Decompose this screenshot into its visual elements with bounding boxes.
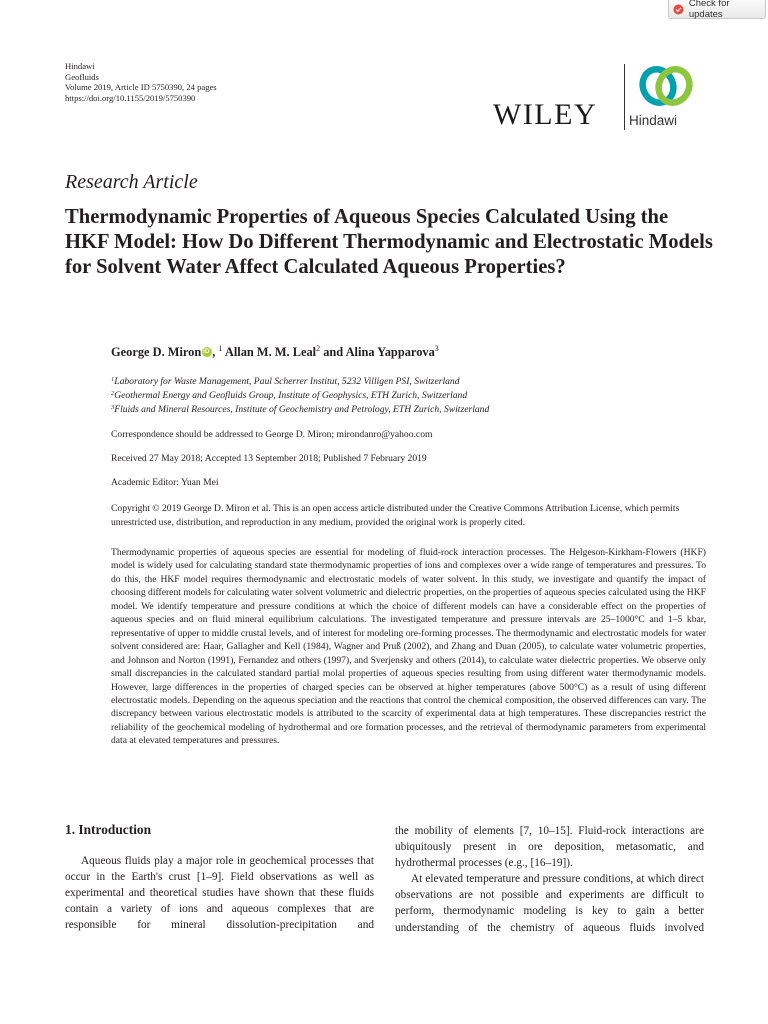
author-list: George D. MironiD , $^1$ Allan M. M. Leal$^2$ and Alina Yapparova$^3$ bbox=[111, 344, 439, 360]
check-for-updates-button[interactable] bbox=[668, 0, 766, 19]
copyright-notice: Copyright © 2019 George D. Miron et al. This is an open access article distributed under the Creative Commons Attribution License, which permits unrestricted use, distribution, and reproduction in any medium, provided the original work is properly cited. bbox=[111, 503, 680, 529]
volume-line: Volume 2019, Article ID 5750390, 24 pages bbox=[65, 82, 217, 92]
affiliation: $^3$Fluids and Mineral Resources, Institute of Geochemistry and Petrology, ETH Zurich, Switzerland bbox=[111, 404, 490, 415]
publication-dates: Received 27 May 2018; Accepted 13 September 2018; Published 7 February 2019 bbox=[111, 453, 427, 464]
affiliation-marker: 2 bbox=[316, 344, 321, 353]
publisher-name: Hindawi bbox=[65, 61, 95, 71]
hindawi-logo-icon bbox=[637, 63, 695, 109]
orcid-icon[interactable] bbox=[202, 347, 212, 357]
author-name[interactable]: Alina Yapparova bbox=[345, 345, 435, 359]
author-name[interactable]: George D. Miron bbox=[111, 345, 202, 359]
journal-name: Geofluids bbox=[65, 71, 99, 82]
update-check-icon bbox=[673, 4, 684, 15]
affiliation-marker: 3 bbox=[434, 344, 439, 353]
academic-editor: Academic Editor: Yuan Mei bbox=[111, 477, 219, 488]
article-title: Thermodynamic Properties of Aqueous Species Calculated Using the HKF Model: How Do Different Thermodynamic and Electrostatic Models for Solvent Water Affect Calculated Aqueous Properties? bbox=[65, 206, 713, 278]
article-type: Research Article bbox=[65, 171, 198, 193]
affiliation: $^2$Geothermal Energy and Geofluids Group, Institute of Geophysics, ETH Zurich, Switzerland bbox=[111, 390, 468, 401]
affiliation: $^1$Laboratory for Waste Management, Paul Scherrer Institut, 5232 Villigen PSI, Switzerland bbox=[111, 376, 460, 387]
wiley-logo: WILEY bbox=[493, 98, 598, 131]
body-paragraph: Aqueous fluids play a major role in geochemical processes that occur in the Earth's crust [1–9]. Field observations as well as experimental and theoretical studies have shown that these fluids contain a variety of ions and aqueous complexes that are responsible for mineral dissolution-precipitation and bbox=[65, 855, 374, 932]
hindawi-logo-text: Hindawi bbox=[629, 113, 678, 128]
logo-divider bbox=[624, 64, 625, 130]
body-paragraph: the mobility of elements [7, 10–15]. Fluid-rock interactions are ubiquitously present in ore deposition, metasomatic, and hydrothermal processes (e.g., [16–19]). At elevated temperature and pressure conditions, at which direct observations are not possible and experiments are difficult to perform, thermodynamic modeling is key to gain a better understanding of the chemistry of aqueous fluids involved bbox=[395, 825, 704, 934]
abstract: Thermodynamic properties of aqueous species are essential for modeling of fluid-rock interaction processes. The Helgeson-Kirkham-Flowers (HKF) model is widely used for calculating standard state thermodynamic properties of ions and complexes over a wide range of temperatures and pressures. To do this, the HKF model requires thermodynamic and electrostatic models of water solvent. In this study, we investigate and quantify the impact of choosing different models for calculating water solvent volumetric and dielectric properties, on the properties of aqueous species calculated using the HKF model. We identify temperature and pressure conditions at which the choice of different models can have a considerable effect on the properties of aqueous species and on fluid mineral equilibrium calculations. The investigated temperature and pressure intervals are 25–1000°C and 1–5 kbar, representative of upper to middle crustal levels, and of interest for modeling ore-forming processes. The thermodynamic and electrostatic models for water solvent considered are: Haar, Gallagher and Kell (1984), Wagner and Pruß (2002), and Zhang and Duan (2005), to calculate water volumetric properties, and Johnson and Norton (1991), Fernandez and others (1997), and Sverjensky and others (2014), to calculate water dielectric properties. We observe only small discrepancies in the calculated standard partial molal properties of aqueous species resulting from using different water thermodynamic models. However, large differences in the properties of charged species can be observed at higher temperatures (above 500°C) as a result of using different electrostatic models. Depending on the aqueous speciation and the reactions that control the chemical composition, the observed differences can vary. The discrepancy between various electrostatic models is attributed to the scarcity of experimental data at high temperatures. These discrepancies restrict the reliability of the geochemical modeling of hydrothermal and ore formation processes, and the retrieval of thermodynamic parameters from experimental data at elevated temperatures and pressures. bbox=[111, 547, 706, 747]
doi-link[interactable]: https://doi.org/10.1155/2019/5750390 bbox=[65, 92, 196, 103]
correspondence: Correspondence should be addressed to George D. Miron; mirondanro@yahoo.com bbox=[111, 429, 433, 440]
check-for-updates-label: Check for updates bbox=[688, 0, 730, 20]
affiliation-marker: 1 bbox=[218, 344, 223, 353]
section-heading: 1. Introduction bbox=[65, 822, 152, 837]
author-name[interactable]: Allan M. M. Leal bbox=[224, 345, 317, 359]
journal-header bbox=[65, 61, 217, 103]
